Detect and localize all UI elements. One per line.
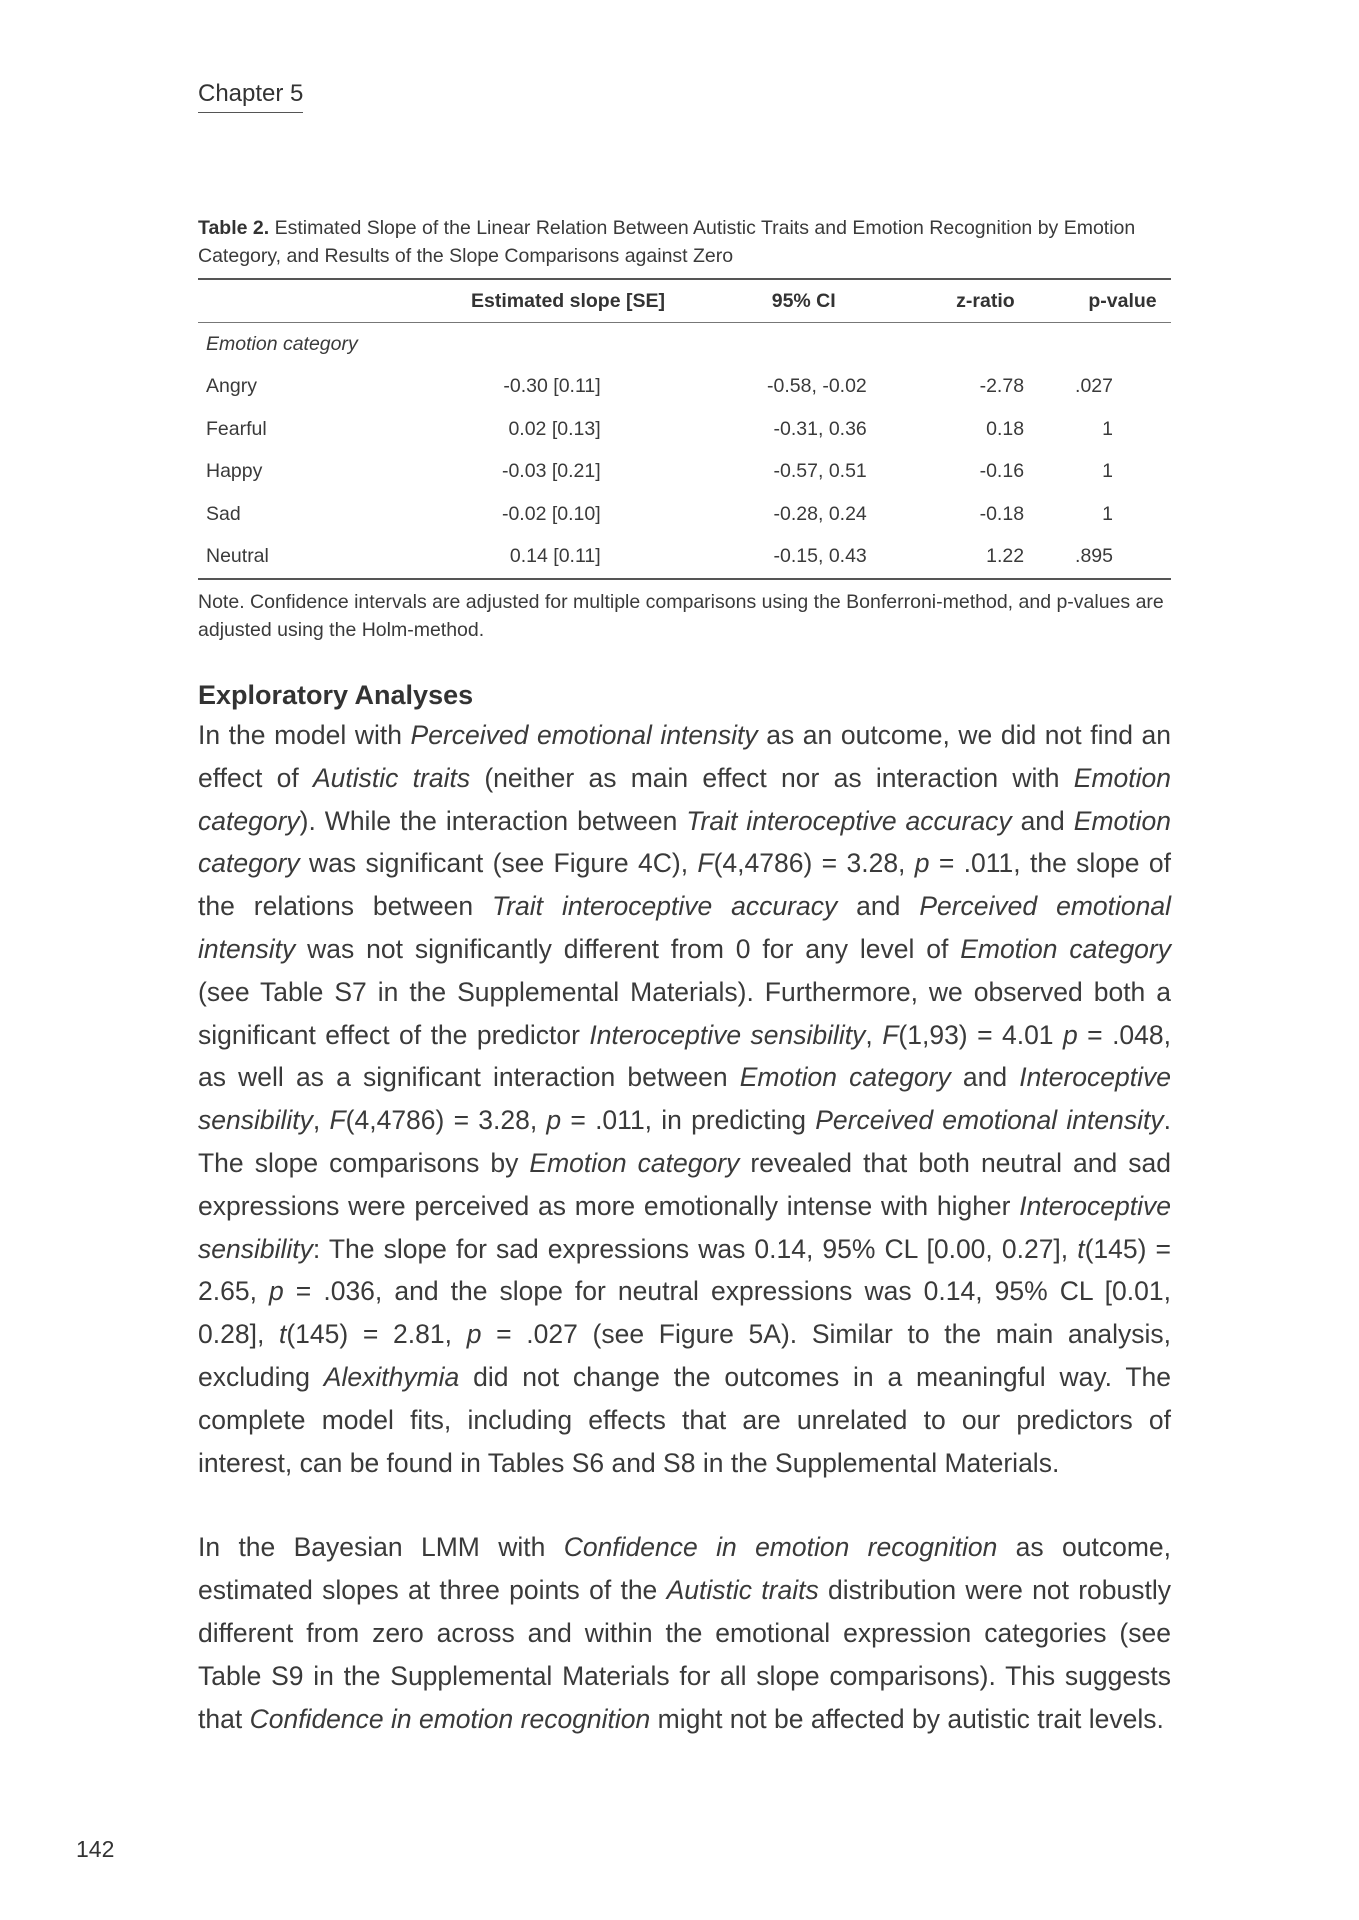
text-run: (145) = 2.81,: [286, 1319, 467, 1350]
running-header: Chapter 5: [198, 80, 303, 113]
table-header-row: [198, 279, 1171, 323]
italic-term: Autistic traits: [312, 762, 471, 793]
text-run: (1,93) = 4.01: [898, 1019, 1063, 1050]
italic-term: p: [1062, 1019, 1078, 1050]
table-cell: 0.02 [0.13]: [508, 417, 601, 440]
table-caption-label: Table 2.: [198, 217, 270, 239]
text-run: = .027 (see Figure 5A). Similar to the main analysis, excluding: [198, 1319, 1171, 1392]
text-run: = .036, and the slope for neutral expressions was 0.14, 95% CL [0.01, 0.28],: [198, 1276, 1171, 1350]
table-cell: -0.03 [0.21]: [501, 460, 601, 483]
table-cell: .027: [1075, 375, 1113, 398]
text-run: . The slope comparisons by: [198, 1105, 1171, 1178]
text-run: distribution were not robustly different from zero across and within the emotional expression categories (see Table S9 in the Supplemental Materials for all slope comparisons). This suggests that: [198, 1575, 1172, 1734]
table-cell: .895: [1075, 545, 1113, 568]
text-run: and: [950, 1062, 1020, 1093]
italic-term: Interoceptive sensibility: [198, 1190, 1171, 1264]
header-ci: 95% CI: [711, 279, 897, 323]
exploratory-analyses-section: [198, 676, 1171, 1740]
text-run: and: [837, 891, 920, 922]
italic-term: t: [1077, 1233, 1085, 1264]
text-run: : The slope for sad expressions was 0.14, 95% CL [0.00, 0.27],: [312, 1233, 1078, 1264]
italic-term: Autistic traits: [666, 1575, 819, 1606]
italic-term: Emotion category: [739, 1062, 951, 1093]
table-cell: 0.18: [986, 417, 1025, 440]
slope-table: [198, 278, 1171, 580]
text-run: In the Bayesian LMM with: [198, 1532, 564, 1563]
italic-term: Perceived emotional intensity: [198, 891, 1171, 964]
table-cell: 1: [1102, 502, 1113, 525]
text-run: (4,4786) = 3.28,: [713, 848, 915, 879]
table-cell: -0.30 [0.11]: [503, 375, 601, 398]
table-cell: Fearful: [206, 417, 267, 440]
section-heading: Exploratory Analyses: [198, 680, 474, 710]
table-caption-text: Estimated Slope of the Linear Relation Between Autistic Traits and Emotion Recognition by Emotion Category, and Results of the Slope Comparisons against Zero: [198, 217, 1136, 267]
header-z-ratio: z-ratio: [897, 279, 1074, 323]
table-cell: 1.22: [986, 545, 1025, 568]
header-p-value: p-value: [1074, 279, 1171, 323]
table-cell: -0.18: [979, 502, 1025, 525]
table-cell: -0.02 [0.10]: [501, 502, 601, 525]
text-run: as an outcome, we did not find an effect of: [198, 720, 1171, 793]
italic-term: Trait interoceptive accuracy: [492, 891, 838, 922]
text-run: = .011, in predicting: [561, 1105, 816, 1136]
italic-term: F: [697, 848, 714, 879]
table-cell: 1: [1102, 460, 1113, 483]
text-run: (neither as main effect nor as interaction with: [470, 762, 1074, 793]
page-number: 142: [76, 1836, 115, 1862]
text-run: ,: [865, 1019, 883, 1050]
table-cell: Neutral: [206, 545, 269, 568]
table-cell: -0.58, -0.02: [767, 375, 867, 398]
text-run: (4,4786) = 3.28,: [345, 1105, 547, 1136]
table-row: [198, 493, 1171, 536]
table-cell: -0.57, 0.51: [773, 460, 867, 483]
italic-term: Perceived emotional intensity: [815, 1105, 1164, 1136]
italic-term: Interoceptive sensibility: [589, 1019, 866, 1050]
italic-term: p: [466, 1319, 482, 1350]
table-row: [198, 536, 1171, 580]
table-cell: 0.14 [0.11]: [509, 545, 601, 568]
table-note: Note. Confidence intervals are adjusted for multiple comparisons using the Bonferroni-method, and p-values are adjusted using the Holm-method.: [198, 591, 1164, 641]
table-cell: 1: [1102, 417, 1113, 440]
group-label: Emotion category: [206, 332, 358, 355]
text-run: In the model with: [198, 720, 411, 750]
italic-term: Confidence in emotion recognition: [563, 1532, 998, 1563]
italic-term: Emotion category: [198, 805, 1171, 879]
text-run: might not be affected by autistic trait levels.: [650, 1703, 1164, 1734]
text-run: was not significantly different from 0 for any level of: [295, 933, 961, 964]
body-paragraph: [198, 714, 1171, 1484]
italic-term: F: [882, 1019, 899, 1050]
text-run: (see Table S7 in the Supplemental Materials). Furthermore, we observed both a significant effect of the predictor: [198, 976, 1171, 1050]
text-run: was significant (see Figure 4C),: [299, 848, 698, 879]
text-run: did not change the outcomes in a meaningful way. The complete model fits, including effects that are unrelated to our predictors of interest, can be found in Tables S6 and S8 in the Supplemental Materials.: [198, 1361, 1171, 1478]
italic-term: Emotion category: [960, 933, 1171, 964]
table-cell: -0.16: [979, 460, 1025, 483]
table-cell: Sad: [206, 502, 241, 525]
table-group-row: [198, 323, 1171, 366]
italic-term: t: [278, 1319, 287, 1350]
italic-term: p: [914, 848, 930, 879]
italic-term: F: [329, 1105, 346, 1136]
text-run: ). While the interaction between: [299, 805, 687, 836]
table-cell: -2.78: [979, 375, 1025, 398]
italic-term: Confidence in emotion recognition: [249, 1703, 651, 1734]
table-cell: -0.28, 0.24: [773, 502, 867, 525]
table-row: [198, 451, 1171, 494]
italic-term: p: [269, 1276, 284, 1307]
table-row: [198, 408, 1171, 451]
header-cell: [198, 279, 425, 323]
table-2: [198, 214, 1171, 644]
header-estimated-slope: Estimated slope [SE]: [425, 279, 710, 323]
table-row: [198, 366, 1171, 409]
text-run: = .048, as well as a significant interaction between: [198, 1019, 1172, 1093]
italic-term: Interoceptive sensibility: [198, 1062, 1172, 1136]
table-cell: Angry: [206, 375, 257, 398]
table-cell: -0.15, 0.43: [773, 545, 867, 568]
italic-term: p: [546, 1105, 562, 1136]
italic-term: Alexithymia: [323, 1361, 460, 1392]
table-cell: Happy: [206, 460, 263, 483]
italic-term: Emotion category: [198, 762, 1171, 836]
table-caption: [198, 214, 1171, 270]
table-cell: -0.31, 0.36: [773, 417, 867, 440]
italic-term: Emotion category: [529, 1147, 740, 1178]
text-run: as outcome, estimated slopes at three points of the: [198, 1532, 1172, 1606]
text-run: ,: [312, 1105, 330, 1136]
text-run: revealed that both neutral and sad expressions were perceived as more emotionally intense with higher: [198, 1147, 1172, 1221]
text-run: and: [1011, 805, 1074, 836]
text-run: (145) = 2.65,: [198, 1233, 1171, 1307]
body-paragraph: [198, 1526, 1171, 1740]
text-run: = .011, the slope of the relations between: [198, 848, 1171, 922]
italic-term: Trait interoceptive accuracy: [686, 805, 1012, 836]
italic-term: Perceived emotional intensity: [410, 720, 758, 750]
